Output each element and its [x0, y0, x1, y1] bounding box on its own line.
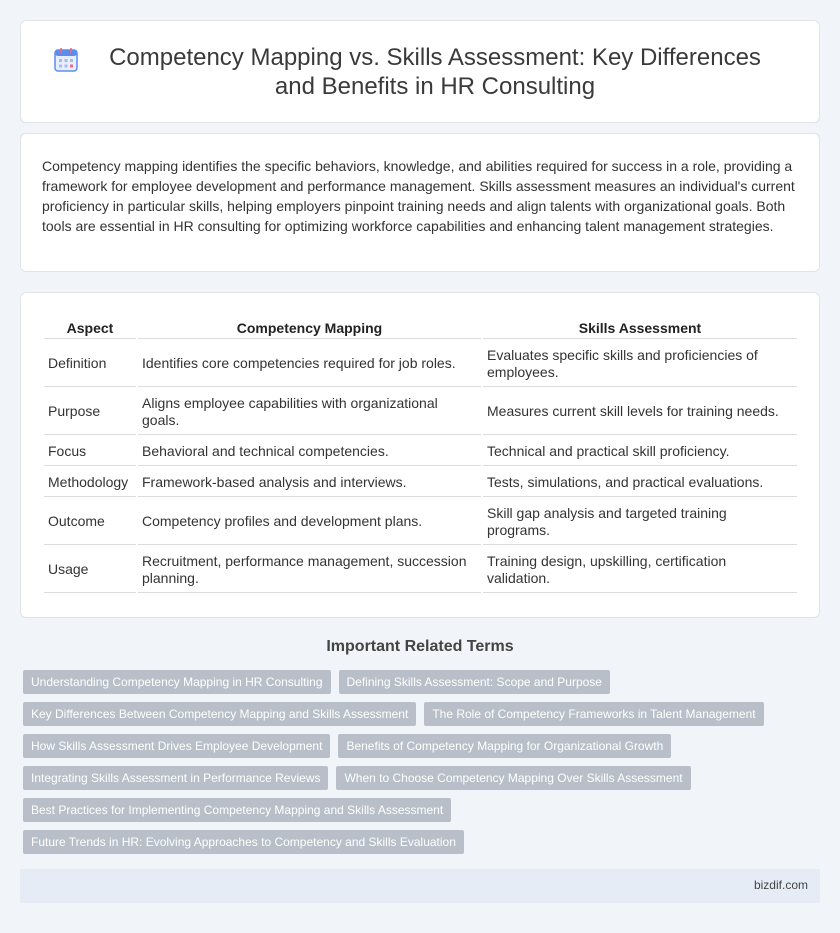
competency-mapping-cell: Competency profiles and development plans. [138, 499, 481, 545]
page-title: Competency Mapping vs. Skills Assessment: Key Differences and Benefits in HR Consulting [109, 43, 761, 100]
related-term-tag[interactable]: Best Practices for Implementing Competency Mapping and Skills Assessment [23, 798, 451, 822]
aspect-cell: Purpose [44, 389, 136, 435]
competency-mapping-cell: Identifies core competencies required for job roles. [138, 341, 481, 387]
tag-row [23, 798, 803, 822]
related-term-tag[interactable]: Integrating Skills Assessment in Performance Reviews [23, 766, 328, 790]
table-row [44, 437, 797, 466]
related-term-tag[interactable]: Benefits of Competency Mapping for Organizational Growth [338, 734, 671, 758]
related-term-tag[interactable]: Defining Skills Assessment: Scope and Purpose [339, 670, 610, 694]
competency-mapping-cell: Recruitment, performance management, succession planning. [138, 547, 481, 593]
tag-row [23, 702, 803, 726]
column-header-skills-assessment: Skills Assessment [483, 317, 797, 339]
related-terms-title: Important Related Terms [326, 638, 514, 655]
comparison-card [20, 292, 820, 618]
aspect-cell: Focus [44, 437, 136, 466]
related-term-tag[interactable]: Key Differences Between Competency Mapping and Skills Assessment [23, 702, 416, 726]
table-header-row [44, 317, 797, 339]
footer-site-link[interactable]: bizdif.com [753, 878, 808, 892]
tag-row [23, 830, 803, 854]
table-row [44, 499, 797, 545]
competency-mapping-cell: Framework-based analysis and interviews. [138, 468, 481, 497]
footer [20, 869, 820, 903]
aspect-cell: Outcome [44, 499, 136, 545]
header-card [20, 20, 820, 123]
related-term-tag[interactable]: Understanding Competency Mapping in HR Consulting [23, 670, 331, 694]
aspect-cell: Usage [44, 547, 136, 593]
related-term-tag[interactable]: Future Trends in HR: Evolving Approaches to Competency and Skills Evaluation [23, 830, 464, 854]
related-terms-list [23, 670, 803, 862]
comparison-table [42, 315, 799, 595]
skills-assessment-cell: Technical and practical skill proficiency. [483, 437, 797, 466]
intro-paragraph: Competency mapping identifies the specific behaviors, knowledge, and abilities required for success in a role, providing a framework for employee development and performance management. Skills assessment measures an individual's current proficiency in particular skills, helping employers pinpoint training needs and align talents with organizational goals. Both tools are essential in HR consulting for optimizing workforce capabilities and enhancing talent management strategies. [42, 158, 795, 234]
competency-mapping-cell: Behavioral and technical competencies. [138, 437, 481, 466]
table-row [44, 547, 797, 593]
intro-card [20, 133, 820, 272]
table-row [44, 389, 797, 435]
related-term-tag[interactable]: The Role of Competency Frameworks in Talent Management [424, 702, 763, 726]
related-term-tag[interactable]: When to Choose Competency Mapping Over Skills Assessment [336, 766, 690, 790]
competency-mapping-cell: Aligns employee capabilities with organizational goals. [138, 389, 481, 435]
skills-assessment-cell: Training design, upskilling, certification validation. [483, 547, 797, 593]
aspect-cell: Methodology [44, 468, 136, 497]
skills-assessment-cell: Tests, simulations, and practical evaluations. [483, 468, 797, 497]
column-header-competency-mapping: Competency Mapping [138, 317, 481, 339]
column-header-aspect: Aspect [44, 317, 136, 339]
skills-assessment-cell: Skill gap analysis and targeted training programs. [483, 499, 797, 545]
aspect-cell: Definition [44, 341, 136, 387]
tag-row [23, 670, 803, 694]
tag-row [23, 734, 803, 758]
tag-row [23, 766, 803, 790]
table-row [44, 468, 797, 497]
related-term-tag[interactable]: How Skills Assessment Drives Employee Development [23, 734, 330, 758]
skills-assessment-cell: Evaluates specific skills and proficiencies of employees. [483, 341, 797, 387]
skills-assessment-cell: Measures current skill levels for training needs. [483, 389, 797, 435]
table-row [44, 341, 797, 387]
